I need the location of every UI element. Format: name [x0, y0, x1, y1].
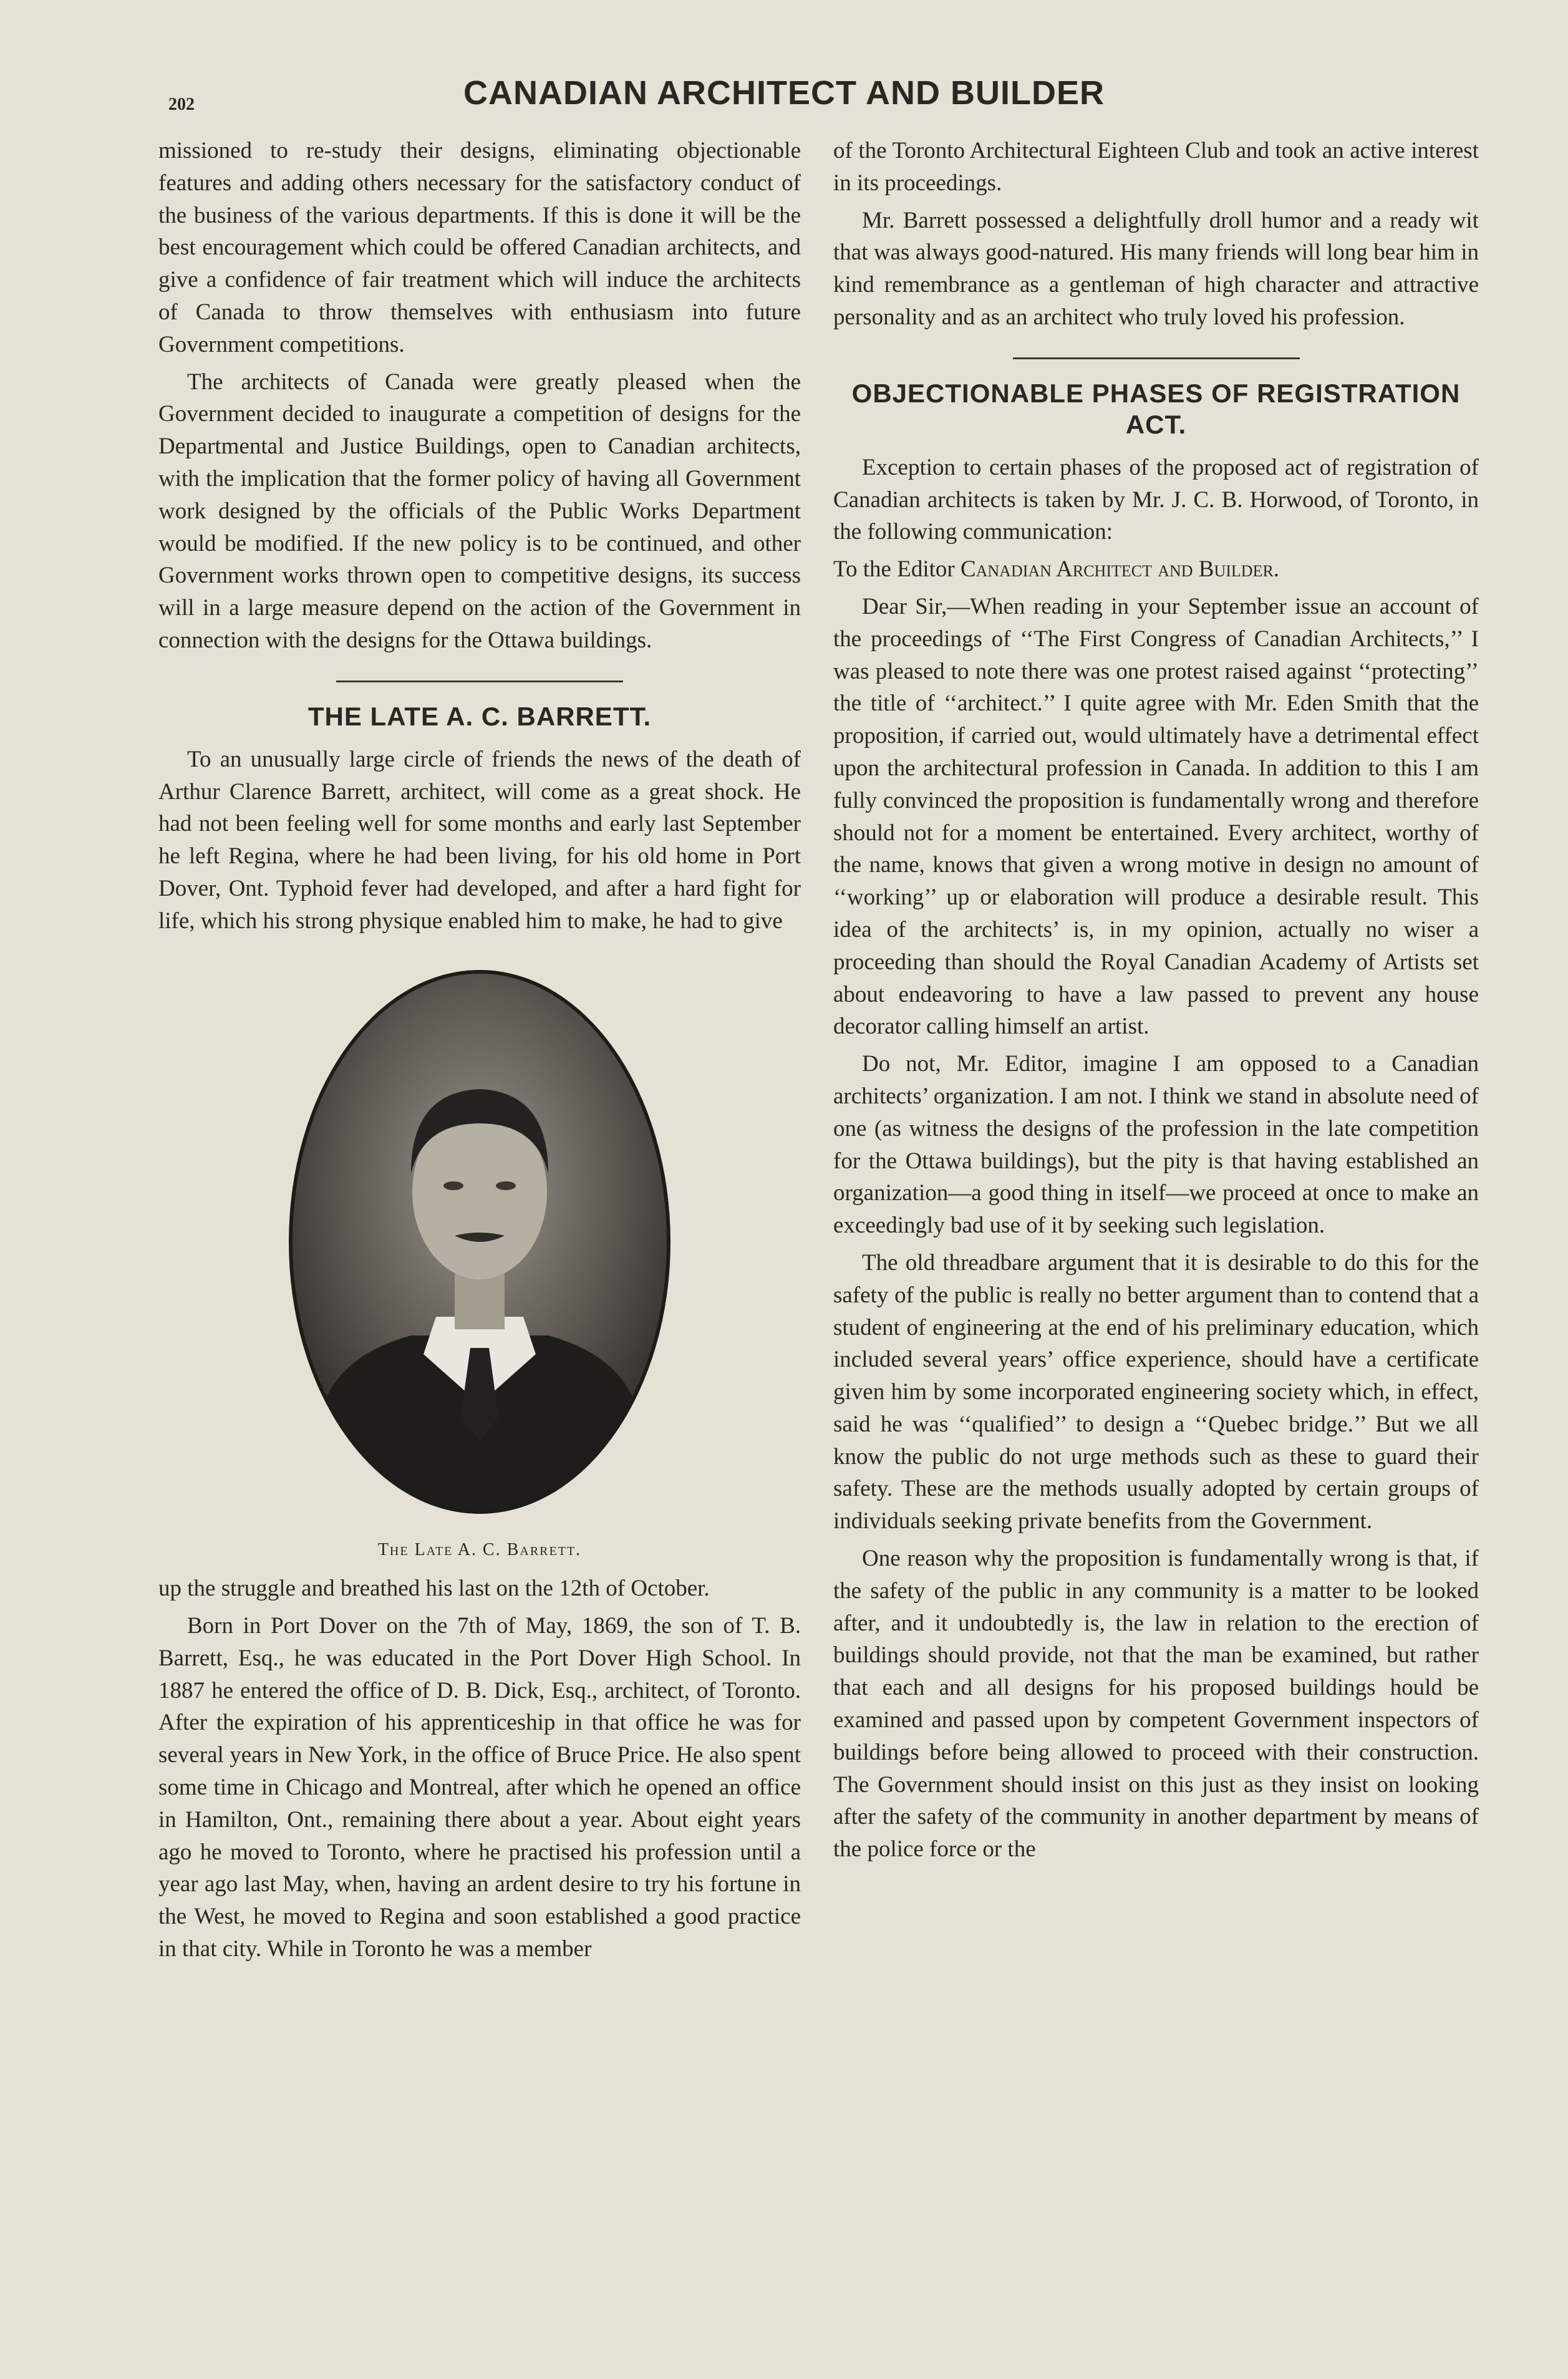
paragraph: One reason why the proposition is fundamentally wrong is that, if the safety of the public in any community is a matter to be looked after, and it undoubtedly is, the law in relation to the erection of buildings should provide, not that the man be examined, but rather that each and all designs for his proposed buildings hould be examined and passed upon by competent Government inspectors of buildings before being allowed to proceed with their construction. The Government should insist on this just as they insist on looking after the safety of the community in another department by means of the police force or the: [833, 1546, 1479, 1863]
paragraph: missioned to re-study their designs, eliminating objectionable features and adding others necessary for the satisfactory conduct of the business of the various departments. If this is done it will be the best encouragement which could be offered Canadian architects, and give a confidence of fair treatment which will induce the architects of Canada to throw themselves with enthusiasm into future Government competitions.: [158, 138, 801, 357]
paragraph: of the Toronto Architectural Eighteen Club and took an active interest in its proceedings.: [833, 138, 1479, 196]
article-heading: OBJECTIONABLE PHASES OF REGISTRATION ACT.: [851, 378, 1461, 439]
paragraph: Dear Sir,—When reading in your September issue an account of the proceedings of ‘‘The First Congress of Canadian Architects,’’ I was pleased to note there was one protest raised against ‘‘protecting’’ the title of ‘‘architect.’’ I quite agree with Mr. Eden Smith that the proposition, if carried out, would ultimately have a detrimental effect upon the architectural profession in Canada. In addition to this I am fully convinced the proposition is fundamentally wrong and therefore should not for a moment be entertained. Every architect, worthy of the name, knows that given a wrong motive in design no amount of ‘‘working’’ up or elaboration will produce a desirable result. This idea of the architects’ is, in my opinion, actually no wiser a proceeding than should the Royal Canadian Academy of Artists set about endeavoring to have a law passed to prevent any house decorator calling himself an artist.: [833, 593, 1479, 1040]
portrait-caption: The Late A. C. Barrett.: [377, 1540, 582, 1560]
paragraph: The old threadbare argument that it is desirable to do this for the safety of the public is really no better argument than to contend that a student of engineering at the end of his preliminary education, which included several years’ office experience, should have a certificate given him by some incorporated engineering society which, in effect, said he was ‘‘qualified’’ to design a ‘‘Quebec bridge.’’ But we all know the public do not urge methods such as these to guard their safety. These are the methods usually adopted by certain groups of individuals seeking private benefits from the Government.: [833, 1249, 1479, 1534]
publication-title: CANADIAN ARCHITECT AND BUILDER: [463, 74, 1105, 112]
paragraph: Born in Port Dover on the 7th of May, 1869, the son of T. B. Barrett, Esq., he was educated in the Port Dover High School. In 1887 he entered the office of D. B. Dick, Esq., architect, of Toronto. After the expiration of his apprenticeship in that office he was for several years in New York, in the office of Bruce Price. He also spent some time in Chicago and Montreal, after which he opened an office in Hamilton, Ont., remaining there about a year. About eight years ago he moved to Toronto, where he practised his profession until a year ago last May, when, having an ardent desire to try his fortune in the West, he moved to Regina and soon established a good practice in that city. While in Toronto he was a member: [158, 1612, 801, 1962]
paragraph: up the struggle and breathed his last on the 12th of October.: [158, 1576, 710, 1602]
salutation: [833, 553, 1479, 586]
section-divider: [1013, 357, 1300, 359]
paragraph: Exception to certain phases of the proposed act of registration of Canadian architects is taken by Mr. J. C. B. Horwood, of Toronto, in the following communication:: [833, 454, 1479, 545]
portrait-figure: [158, 967, 801, 1567]
page-number: 202: [168, 95, 195, 114]
paragraph: Do not, Mr. Editor, imagine I am opposed to a Canadian architects’ organization. I am not. I think we stand in absolute need of one (as witness the designs of the profession in the late competition for the Ottawa buildings), but the pity is that having established an organization—a good thing in itself—we proceed at once to make an exceedingly bad use of it by seeking such legislation.: [833, 1051, 1479, 1239]
article-heading: THE LATE A. C. BARRETT.: [307, 701, 652, 731]
right-column: [833, 135, 1479, 1866]
left-column: [158, 135, 801, 1965]
paragraph: To an unusually large circle of friends the news of the death of Arthur Clarence Barrett, architect, will come as a great shock. He had not been feeling well for some months and early last September he left Regina, where he had been living, for his old home in Port Dover, Ont. Typhoid fever had developed, and after a hard fight for life, which his strong physique enabled him to make, he had to give: [158, 746, 801, 934]
salutation-prefix: To the Editor: [833, 556, 955, 583]
portrait-photo: [286, 967, 673, 1516]
salutation-recipient: Canadian Architect and Builder.: [960, 556, 1280, 583]
paragraph: The architects of Canada were greatly pleased when the Government decided to inaugurate a competition of designs for the Departmental and Justice Buildings, open to Canadian architects, with the implication that the former policy of having all Government work designed by the officials of the Public Works Department would be modified. If the new policy is to be continued, and other Government works thrown open to competitive designs, its success will in a large measure depend on the action of the Government in connection with the designs for the Ottawa buildings.: [158, 369, 801, 653]
paragraph: Mr. Barrett possessed a delightfully droll humor and a ready wit that was always good-natured. His many friends will long bear him in kind remembrance as a gentleman of high character and attractive personality and as an architect who truly loved his profession.: [833, 207, 1479, 330]
section-divider: [336, 681, 623, 682]
